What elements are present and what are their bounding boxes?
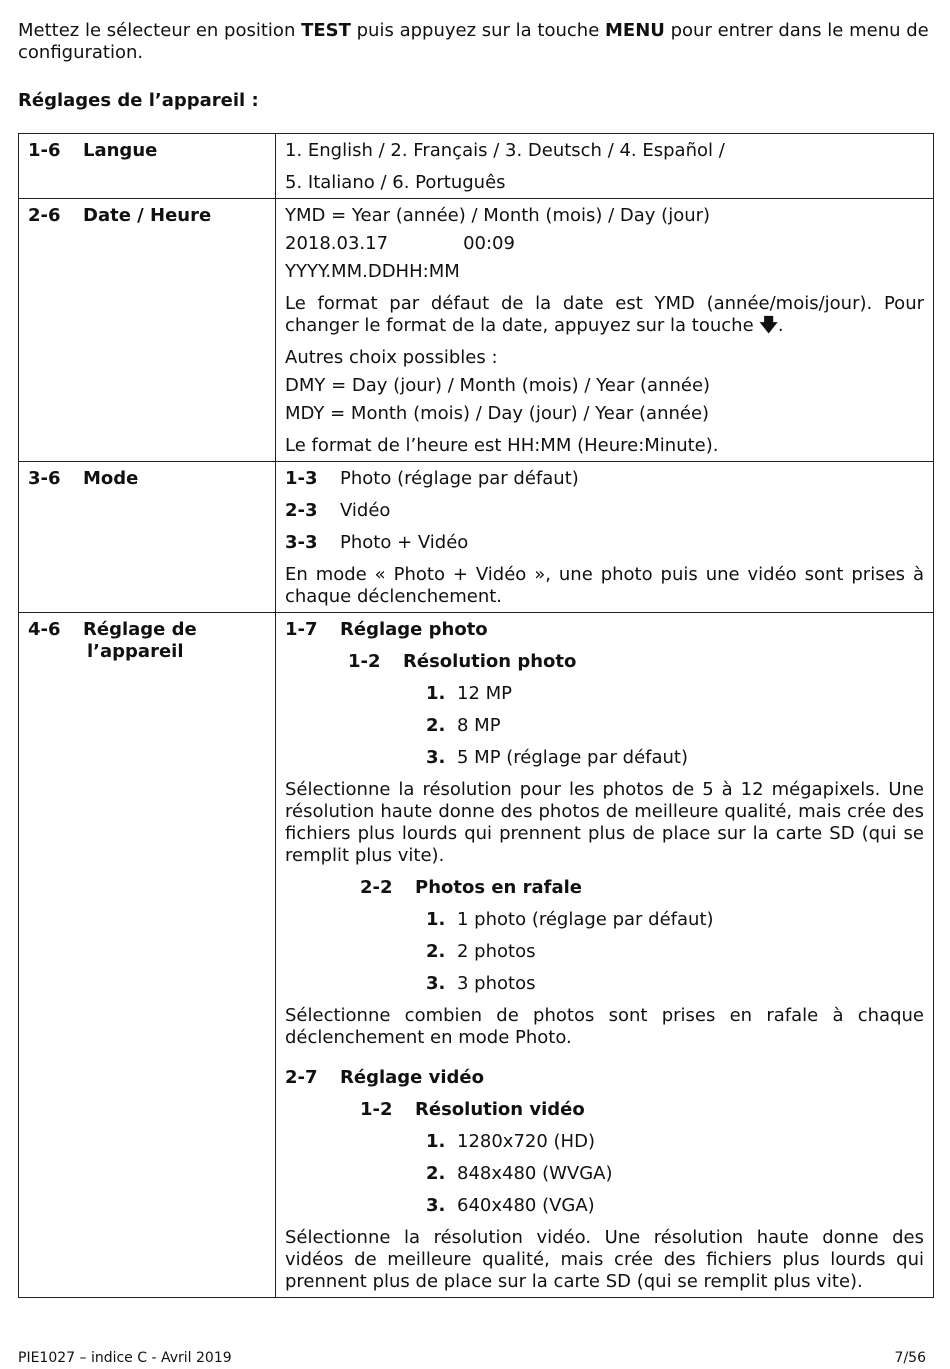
row-content: 1-3 Photo (réglage par défaut) 2-3 Vidéo 3-3 Photo + Vidéo En mode « Photo + Vidéo », une photo puis une vidéo sont prises à chaque déclenchement. [276, 462, 934, 613]
test-keyword: TEST [301, 20, 351, 41]
row-reglage-appareil [19, 613, 934, 1298]
option-item: 1. 12 MP [426, 683, 513, 704]
row-content: 1. English / 2. Français / 3. Deutsch / 4. Español / 5. Italiano / 6. Português [276, 134, 934, 199]
row-label: 4-6 Réglage de l’appareil [19, 613, 276, 1298]
footer-document-ref: PIE1027 – indice C - Avril 2019 [18, 1350, 232, 1366]
option-item: 3. 5 MP (réglage par défaut) [426, 747, 688, 768]
row-content: YMD = Year (année) / Month (mois) / Day (jour) 2018.03.17 00:09 YYYY.MM.DDHH:MM Le format par défaut de la date est YMD (année/mois/jour). Pour changer le format de la date, appuyez sur la touche 🡇. Autres choix possibles : DMY = Day (jour) / Month (mois) / Year (année) MDY = Month (mois) / Day (jour) / Year (année) Le format de l’heure est HH:MM (Heure:Minute). [276, 199, 934, 462]
section-title: Réglages de l’appareil : [18, 90, 259, 111]
option-item: 2. 848x480 (WVGA) [426, 1163, 613, 1184]
row-label: 2-6 Date / Heure [19, 199, 276, 462]
intro-paragraph: Mettez le sélecteur en position TEST puis appuyez sur la touche MENU pour entrer dans le menu de configuration. [18, 20, 929, 63]
menu-keyword: MENU [605, 20, 665, 41]
row-label: 3-6 Mode [19, 462, 276, 613]
row-mode [19, 462, 934, 613]
option-item: 1. 1280x720 (HD) [426, 1131, 595, 1152]
option-item: 2. 2 photos [426, 941, 536, 962]
page-number: 7/56 [894, 1350, 926, 1366]
option-item: 2. 8 MP [426, 715, 501, 736]
option-item: 3. 3 photos [426, 973, 536, 994]
settings-table [18, 133, 934, 1298]
row-label: 1-6 Langue [19, 134, 276, 199]
arrow-down-icon: 🡇 [759, 315, 778, 336]
option-item: 3. 640x480 (VGA) [426, 1195, 595, 1216]
row-langue [19, 134, 934, 199]
row-date-heure [19, 199, 934, 462]
option-item: 1. 1 photo (réglage par défaut) [426, 909, 714, 930]
row-content: 1-7 Réglage photo 1-2 Résolution photo 1. 12 MP 2. 8 MP 3. 5 MP (réglage par défaut) Sélectionne la résolution pour les photos de 5 à 12 mégapixels. Une résolution haute donne des photos de meilleure qualité, mais crée des fichiers plus lourds qui prennent plus de place sur la carte SD (qui se remplit plus vite). 2-2 Photos en rafale 1. 1 photo (réglage par défaut) 2. 2 photos 3. 3 photos Sélectionne combien de photos sont prises en rafale à chaque déclenchement en mode Photo. 2-7 Réglage vidéo 1-2 Résolution vidéo 1. 1280x720 (HD) 2. 848x480 (WVGA) 3. 640x480 (VGA) Sélectionne la résolution vidéo. Une résolution haute donne des vidéos de meilleure qualité, mais crée des fichiers plus lourds qui prennent plus de place sur la carte SD (qui se remplit plus vite). [276, 613, 934, 1298]
